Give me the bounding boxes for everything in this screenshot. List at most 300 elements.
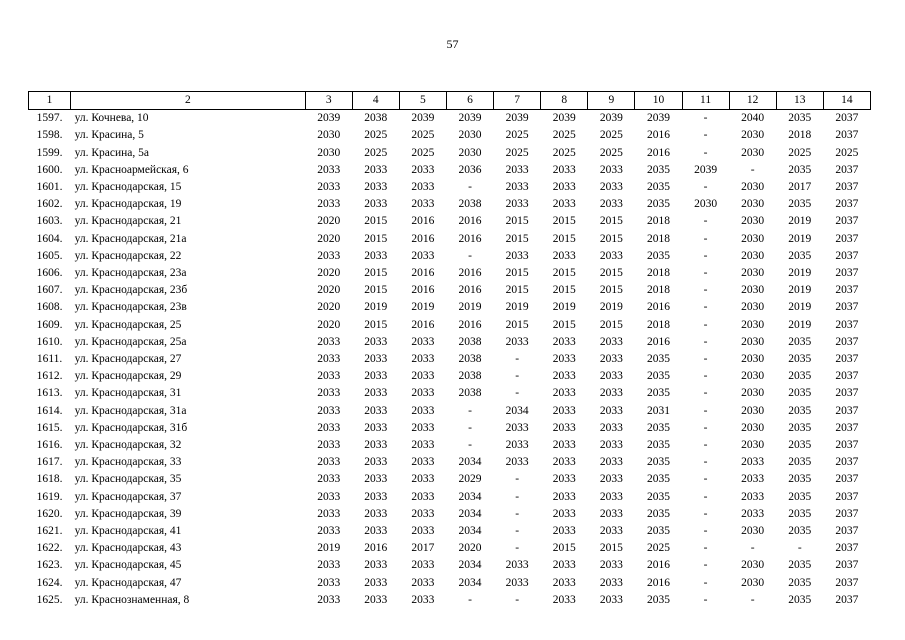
row-number: 1613. bbox=[36, 387, 63, 400]
year-cell: 2033 bbox=[411, 181, 435, 194]
row-number: 1601. bbox=[36, 181, 63, 194]
year-cell: 2033 bbox=[505, 163, 529, 176]
year-cell: - bbox=[515, 473, 520, 486]
year-cell: 2033 bbox=[317, 507, 341, 520]
column-header: 6 bbox=[446, 92, 493, 110]
row-number: 1623. bbox=[36, 559, 63, 572]
address-cell: ул. Краснодарская, 25 bbox=[74, 318, 182, 331]
year-cell: 2034 bbox=[458, 525, 482, 538]
year-cell: 2036 bbox=[458, 163, 482, 176]
address-cell: ул. Краснодарская, 15 bbox=[74, 181, 182, 194]
table-row bbox=[29, 454, 871, 471]
year-cell: 2025 bbox=[505, 146, 529, 159]
year-cell: 2015 bbox=[599, 267, 623, 280]
row-number: 1612. bbox=[36, 370, 63, 383]
year-cell: 2037 bbox=[835, 215, 859, 228]
year-cell: 2015 bbox=[599, 542, 623, 555]
address-cell: ул. Краснодарская, 35 bbox=[74, 473, 182, 486]
year-cell: 2030 bbox=[741, 181, 765, 194]
year-cell: 2033 bbox=[411, 421, 435, 434]
year-cell: 2016 bbox=[411, 232, 435, 245]
year-cell: 2030 bbox=[317, 129, 341, 142]
year-cell: 2033 bbox=[599, 163, 623, 176]
year-cell: - bbox=[703, 267, 708, 280]
year-cell: 2033 bbox=[364, 473, 388, 486]
year-cell: 2037 bbox=[835, 318, 859, 331]
year-cell: 2019 bbox=[788, 232, 812, 245]
year-cell: 2020 bbox=[317, 301, 341, 314]
year-cell: 2033 bbox=[364, 181, 388, 194]
row-number: 1615. bbox=[36, 421, 63, 434]
year-cell: 2033 bbox=[364, 421, 388, 434]
year-cell: 2018 bbox=[646, 284, 670, 297]
year-cell: 2035 bbox=[788, 353, 812, 366]
year-cell: 2033 bbox=[411, 559, 435, 572]
year-cell: 2019 bbox=[788, 267, 812, 280]
table-row bbox=[29, 162, 871, 179]
year-cell: 2033 bbox=[505, 198, 529, 211]
year-cell: 2033 bbox=[552, 507, 576, 520]
year-cell: 2035 bbox=[646, 593, 670, 606]
table-header-row bbox=[29, 92, 871, 110]
row-number: 1616. bbox=[36, 439, 63, 452]
year-cell: 2033 bbox=[599, 473, 623, 486]
year-cell: 2033 bbox=[411, 198, 435, 211]
table-row bbox=[29, 420, 871, 437]
year-cell: 2033 bbox=[411, 335, 435, 348]
year-cell: 2033 bbox=[317, 439, 341, 452]
year-cell: 2033 bbox=[364, 370, 388, 383]
year-cell: 2016 bbox=[411, 215, 435, 228]
table-row bbox=[29, 403, 871, 420]
address-cell: ул. Краснодарская, 31б bbox=[74, 421, 188, 434]
year-cell: 2035 bbox=[646, 163, 670, 176]
year-cell: 2037 bbox=[835, 370, 859, 383]
year-cell: 2037 bbox=[835, 198, 859, 211]
year-cell: 2015 bbox=[599, 232, 623, 245]
address-cell: ул. Краснодарская, 22 bbox=[74, 249, 182, 262]
year-cell: 2033 bbox=[552, 576, 576, 589]
year-cell: 2038 bbox=[458, 353, 482, 366]
year-cell: 2016 bbox=[411, 284, 435, 297]
year-cell: 2033 bbox=[364, 387, 388, 400]
year-cell: 2033 bbox=[411, 439, 435, 452]
row-number: 1620. bbox=[36, 507, 63, 520]
year-cell: 2035 bbox=[788, 421, 812, 434]
year-cell: 2017 bbox=[411, 542, 435, 555]
year-cell: 2035 bbox=[646, 507, 670, 520]
year-cell: 2019 bbox=[411, 301, 435, 314]
row-number: 1614. bbox=[36, 404, 63, 417]
year-cell: 2033 bbox=[741, 456, 765, 469]
year-cell: 2030 bbox=[741, 559, 765, 572]
table-row bbox=[29, 213, 871, 230]
year-cell: 2030 bbox=[741, 387, 765, 400]
year-cell: 2025 bbox=[788, 146, 812, 159]
year-cell: 2037 bbox=[835, 232, 859, 245]
year-cell: 2033 bbox=[317, 593, 341, 606]
year-cell: 2035 bbox=[788, 507, 812, 520]
year-cell: 2033 bbox=[552, 593, 576, 606]
year-cell: 2033 bbox=[505, 335, 529, 348]
year-cell: 2033 bbox=[411, 593, 435, 606]
year-cell: 2035 bbox=[788, 559, 812, 572]
column-header: 13 bbox=[776, 92, 823, 110]
year-cell: 2020 bbox=[317, 267, 341, 280]
year-cell: 2033 bbox=[552, 404, 576, 417]
year-cell: 2033 bbox=[599, 576, 623, 589]
year-cell: 2038 bbox=[364, 112, 388, 125]
year-cell: 2039 bbox=[694, 163, 718, 176]
year-cell: 2034 bbox=[458, 490, 482, 503]
address-cell: ул. Красина, 5 bbox=[74, 129, 144, 142]
address-cell: ул. Краснодарская, 47 bbox=[74, 576, 182, 589]
year-cell: 2033 bbox=[364, 163, 388, 176]
year-cell: - bbox=[515, 370, 520, 383]
year-cell: - bbox=[750, 163, 755, 176]
year-cell: 2019 bbox=[788, 318, 812, 331]
year-cell: - bbox=[703, 146, 708, 159]
year-cell: 2033 bbox=[599, 421, 623, 434]
address-cell: ул. Краснодарская, 27 bbox=[74, 353, 182, 366]
year-cell: 2030 bbox=[741, 198, 765, 211]
address-cell: ул. Краснодарская, 33 bbox=[74, 456, 182, 469]
address-cell: ул. Краснознаменная, 8 bbox=[74, 593, 190, 606]
year-cell: 2020 bbox=[317, 215, 341, 228]
table-row bbox=[29, 299, 871, 316]
year-cell: 2037 bbox=[835, 490, 859, 503]
column-header: 11 bbox=[682, 92, 729, 110]
year-cell: 2037 bbox=[835, 439, 859, 452]
column-header: 12 bbox=[729, 92, 776, 110]
table-row bbox=[29, 282, 871, 299]
year-cell: - bbox=[515, 542, 520, 555]
year-cell: 2030 bbox=[741, 439, 765, 452]
row-number: 1619. bbox=[36, 490, 63, 503]
year-cell: - bbox=[468, 404, 472, 417]
year-cell: 2037 bbox=[835, 284, 859, 297]
table-row bbox=[29, 231, 871, 248]
year-cell: 2025 bbox=[552, 146, 576, 159]
year-cell: 2016 bbox=[646, 335, 670, 348]
year-cell: 2039 bbox=[505, 112, 529, 125]
year-cell: 2033 bbox=[411, 370, 435, 383]
year-cell: - bbox=[703, 129, 708, 142]
year-cell: 2034 bbox=[458, 559, 482, 572]
year-cell: - bbox=[703, 232, 708, 245]
column-header: 1 bbox=[29, 92, 71, 110]
year-cell: - bbox=[703, 284, 708, 297]
year-cell: 2035 bbox=[788, 249, 812, 262]
year-cell: 2033 bbox=[741, 507, 765, 520]
year-cell: 2035 bbox=[646, 181, 670, 194]
year-cell: 2033 bbox=[552, 559, 576, 572]
year-cell: 2016 bbox=[646, 576, 670, 589]
year-cell: 2033 bbox=[599, 181, 623, 194]
year-cell: 2038 bbox=[458, 387, 482, 400]
year-cell: - bbox=[703, 421, 708, 434]
year-cell: - bbox=[468, 421, 472, 434]
year-cell: 2015 bbox=[552, 267, 576, 280]
address-cell: ул. Краснодарская, 23в bbox=[74, 301, 187, 314]
year-cell: 2034 bbox=[505, 404, 529, 417]
table-row bbox=[29, 575, 871, 592]
year-cell: - bbox=[797, 542, 802, 555]
table-row bbox=[29, 110, 871, 128]
address-cell: ул. Краснодарская, 21а bbox=[74, 232, 187, 245]
row-number: 1603. bbox=[36, 215, 63, 228]
year-cell: 2033 bbox=[411, 473, 435, 486]
year-cell: 2033 bbox=[552, 456, 576, 469]
year-cell: 2033 bbox=[364, 593, 388, 606]
year-cell: 2033 bbox=[317, 421, 341, 434]
row-number: 1600. bbox=[36, 163, 63, 176]
year-cell: 2037 bbox=[835, 559, 859, 572]
row-number: 1622. bbox=[36, 542, 63, 555]
row-number: 1624. bbox=[36, 576, 63, 589]
year-cell: 2033 bbox=[317, 576, 341, 589]
table-row bbox=[29, 368, 871, 385]
year-cell: - bbox=[703, 490, 708, 503]
address-cell: ул. Краснодарская, 23б bbox=[74, 284, 188, 297]
year-cell: 2037 bbox=[835, 456, 859, 469]
year-cell: 2035 bbox=[646, 490, 670, 503]
year-cell: 2033 bbox=[741, 490, 765, 503]
table-row bbox=[29, 265, 871, 282]
table-row bbox=[29, 437, 871, 454]
year-cell: 2033 bbox=[505, 249, 529, 262]
column-header: 14 bbox=[823, 92, 870, 110]
year-cell: - bbox=[515, 525, 520, 538]
year-cell: 2033 bbox=[552, 421, 576, 434]
year-cell: 2030 bbox=[741, 335, 765, 348]
address-cell: ул. Краснодарская, 23а bbox=[74, 267, 187, 280]
address-cell: ул. Краснодарская, 25а bbox=[74, 335, 187, 348]
year-cell: 2037 bbox=[835, 507, 859, 520]
year-cell: - bbox=[703, 507, 708, 520]
year-cell: 2033 bbox=[411, 507, 435, 520]
row-number: 1617. bbox=[36, 456, 63, 469]
year-cell: - bbox=[703, 559, 708, 572]
column-header: 4 bbox=[352, 92, 399, 110]
address-cell: ул. Краснодарская, 32 bbox=[74, 439, 182, 452]
year-cell: 2037 bbox=[835, 387, 859, 400]
row-number: 1608. bbox=[36, 301, 63, 314]
year-cell: 2035 bbox=[788, 456, 812, 469]
year-cell: 2037 bbox=[835, 301, 859, 314]
year-cell: - bbox=[703, 456, 708, 469]
year-cell: 2015 bbox=[552, 215, 576, 228]
year-cell: 2019 bbox=[788, 284, 812, 297]
year-cell: 2033 bbox=[411, 576, 435, 589]
year-cell: 2037 bbox=[835, 335, 859, 348]
row-number: 1606. bbox=[36, 267, 63, 280]
year-cell: 2035 bbox=[788, 473, 812, 486]
year-cell: - bbox=[703, 249, 708, 262]
year-cell: 2033 bbox=[364, 249, 388, 262]
year-cell: - bbox=[703, 318, 708, 331]
table-row bbox=[29, 592, 871, 609]
year-cell: 2018 bbox=[788, 129, 812, 142]
row-number: 1621. bbox=[36, 525, 63, 538]
year-cell: 2037 bbox=[835, 181, 859, 194]
year-cell: 2040 bbox=[741, 112, 765, 125]
column-header: 10 bbox=[635, 92, 682, 110]
year-cell: 2016 bbox=[458, 267, 482, 280]
year-cell: 2033 bbox=[505, 576, 529, 589]
year-cell: 2035 bbox=[646, 456, 670, 469]
table-row bbox=[29, 127, 871, 144]
year-cell: 2038 bbox=[458, 370, 482, 383]
year-cell: 2035 bbox=[788, 387, 812, 400]
table-row bbox=[29, 351, 871, 368]
year-cell: 2035 bbox=[788, 163, 812, 176]
year-cell: 2033 bbox=[364, 456, 388, 469]
year-cell: 2033 bbox=[364, 559, 388, 572]
year-cell: 2033 bbox=[317, 249, 341, 262]
year-cell: 2033 bbox=[599, 198, 623, 211]
year-cell: - bbox=[515, 593, 520, 606]
year-cell: - bbox=[703, 525, 708, 538]
year-cell: 2015 bbox=[505, 232, 529, 245]
year-cell: 2030 bbox=[741, 525, 765, 538]
year-cell: 2015 bbox=[599, 284, 623, 297]
row-number: 1609. bbox=[36, 318, 63, 331]
row-number: 1598. bbox=[36, 129, 63, 142]
year-cell: 2033 bbox=[505, 559, 529, 572]
data-table bbox=[28, 91, 871, 609]
year-cell: 2025 bbox=[835, 146, 859, 159]
year-cell: 2037 bbox=[835, 353, 859, 366]
year-cell: 2035 bbox=[646, 525, 670, 538]
year-cell: 2033 bbox=[552, 473, 576, 486]
year-cell: 2033 bbox=[317, 387, 341, 400]
year-cell: - bbox=[703, 370, 708, 383]
year-cell: 2019 bbox=[505, 301, 529, 314]
year-cell: 2033 bbox=[599, 439, 623, 452]
year-cell: 2037 bbox=[835, 112, 859, 125]
address-cell: ул. Краснодарская, 45 bbox=[74, 559, 182, 572]
year-cell: 2035 bbox=[788, 490, 812, 503]
table-row bbox=[29, 471, 871, 488]
year-cell: 2025 bbox=[599, 129, 623, 142]
year-cell: 2039 bbox=[458, 112, 482, 125]
year-cell: 2035 bbox=[788, 593, 812, 606]
year-cell: 2015 bbox=[364, 318, 388, 331]
year-cell: 2033 bbox=[317, 335, 341, 348]
year-cell: 2033 bbox=[411, 525, 435, 538]
year-cell: 2020 bbox=[317, 318, 341, 331]
year-cell: - bbox=[703, 576, 708, 589]
year-cell: 2037 bbox=[835, 593, 859, 606]
year-cell: 2037 bbox=[835, 473, 859, 486]
year-cell: 2030 bbox=[458, 146, 482, 159]
year-cell: 2033 bbox=[505, 456, 529, 469]
year-cell: 2033 bbox=[552, 353, 576, 366]
year-cell: 2033 bbox=[364, 404, 388, 417]
row-number: 1602. bbox=[36, 198, 63, 211]
year-cell: 2038 bbox=[458, 335, 482, 348]
year-cell: 2033 bbox=[411, 387, 435, 400]
year-cell: 2033 bbox=[411, 490, 435, 503]
year-cell: - bbox=[515, 387, 520, 400]
year-cell: - bbox=[468, 249, 472, 262]
table-row bbox=[29, 196, 871, 213]
year-cell: 2033 bbox=[599, 525, 623, 538]
year-cell: 2031 bbox=[646, 404, 670, 417]
year-cell: 2033 bbox=[552, 335, 576, 348]
year-cell: 2033 bbox=[599, 559, 623, 572]
table-row bbox=[29, 540, 871, 557]
year-cell: 2025 bbox=[646, 542, 670, 555]
year-cell: 2016 bbox=[646, 129, 670, 142]
year-cell: 2015 bbox=[364, 232, 388, 245]
year-cell: 2033 bbox=[599, 335, 623, 348]
table-row bbox=[29, 385, 871, 402]
year-cell: 2037 bbox=[835, 129, 859, 142]
year-cell: 2033 bbox=[599, 490, 623, 503]
year-cell: 2030 bbox=[741, 215, 765, 228]
year-cell: 2015 bbox=[364, 284, 388, 297]
row-number: 1599. bbox=[36, 146, 63, 159]
year-cell: 2037 bbox=[835, 542, 859, 555]
year-cell: - bbox=[703, 215, 708, 228]
year-cell: 2019 bbox=[788, 215, 812, 228]
year-cell: 2017 bbox=[788, 181, 812, 194]
year-cell: 2033 bbox=[599, 387, 623, 400]
year-cell: 2030 bbox=[694, 198, 718, 211]
year-cell: 2035 bbox=[788, 439, 812, 452]
year-cell: 2015 bbox=[552, 232, 576, 245]
year-cell: 2035 bbox=[646, 387, 670, 400]
year-cell: 2015 bbox=[552, 542, 576, 555]
year-cell: 2030 bbox=[741, 249, 765, 262]
year-cell: 2033 bbox=[317, 353, 341, 366]
year-cell: 2015 bbox=[599, 215, 623, 228]
year-cell: 2033 bbox=[552, 198, 576, 211]
year-cell: 2035 bbox=[646, 198, 670, 211]
year-cell: 2037 bbox=[835, 163, 859, 176]
year-cell: 2015 bbox=[505, 267, 529, 280]
address-cell: ул. Краснодарская, 21 bbox=[74, 215, 182, 228]
year-cell: 2033 bbox=[599, 456, 623, 469]
year-cell: 2033 bbox=[599, 353, 623, 366]
year-cell: 2039 bbox=[646, 112, 670, 125]
year-cell: 2039 bbox=[411, 112, 435, 125]
year-cell: 2025 bbox=[505, 129, 529, 142]
year-cell: - bbox=[703, 353, 708, 366]
year-cell: 2020 bbox=[458, 542, 482, 555]
table-row bbox=[29, 523, 871, 540]
year-cell: 2037 bbox=[835, 249, 859, 262]
address-cell: ул. Красноармейская, 6 bbox=[74, 163, 189, 176]
year-cell: 2015 bbox=[552, 318, 576, 331]
year-cell: 2033 bbox=[364, 490, 388, 503]
year-cell: 2016 bbox=[458, 284, 482, 297]
year-cell: 2033 bbox=[552, 163, 576, 176]
year-cell: 2033 bbox=[364, 353, 388, 366]
year-cell: 2030 bbox=[741, 129, 765, 142]
year-cell: 2030 bbox=[741, 301, 765, 314]
year-cell: 2025 bbox=[364, 146, 388, 159]
year-cell: 2033 bbox=[599, 404, 623, 417]
year-cell: 2030 bbox=[741, 404, 765, 417]
year-cell: 2033 bbox=[552, 525, 576, 538]
row-number: 1605. bbox=[36, 249, 63, 262]
year-cell: 2033 bbox=[505, 421, 529, 434]
year-cell: 2025 bbox=[364, 129, 388, 142]
year-cell: 2035 bbox=[788, 404, 812, 417]
